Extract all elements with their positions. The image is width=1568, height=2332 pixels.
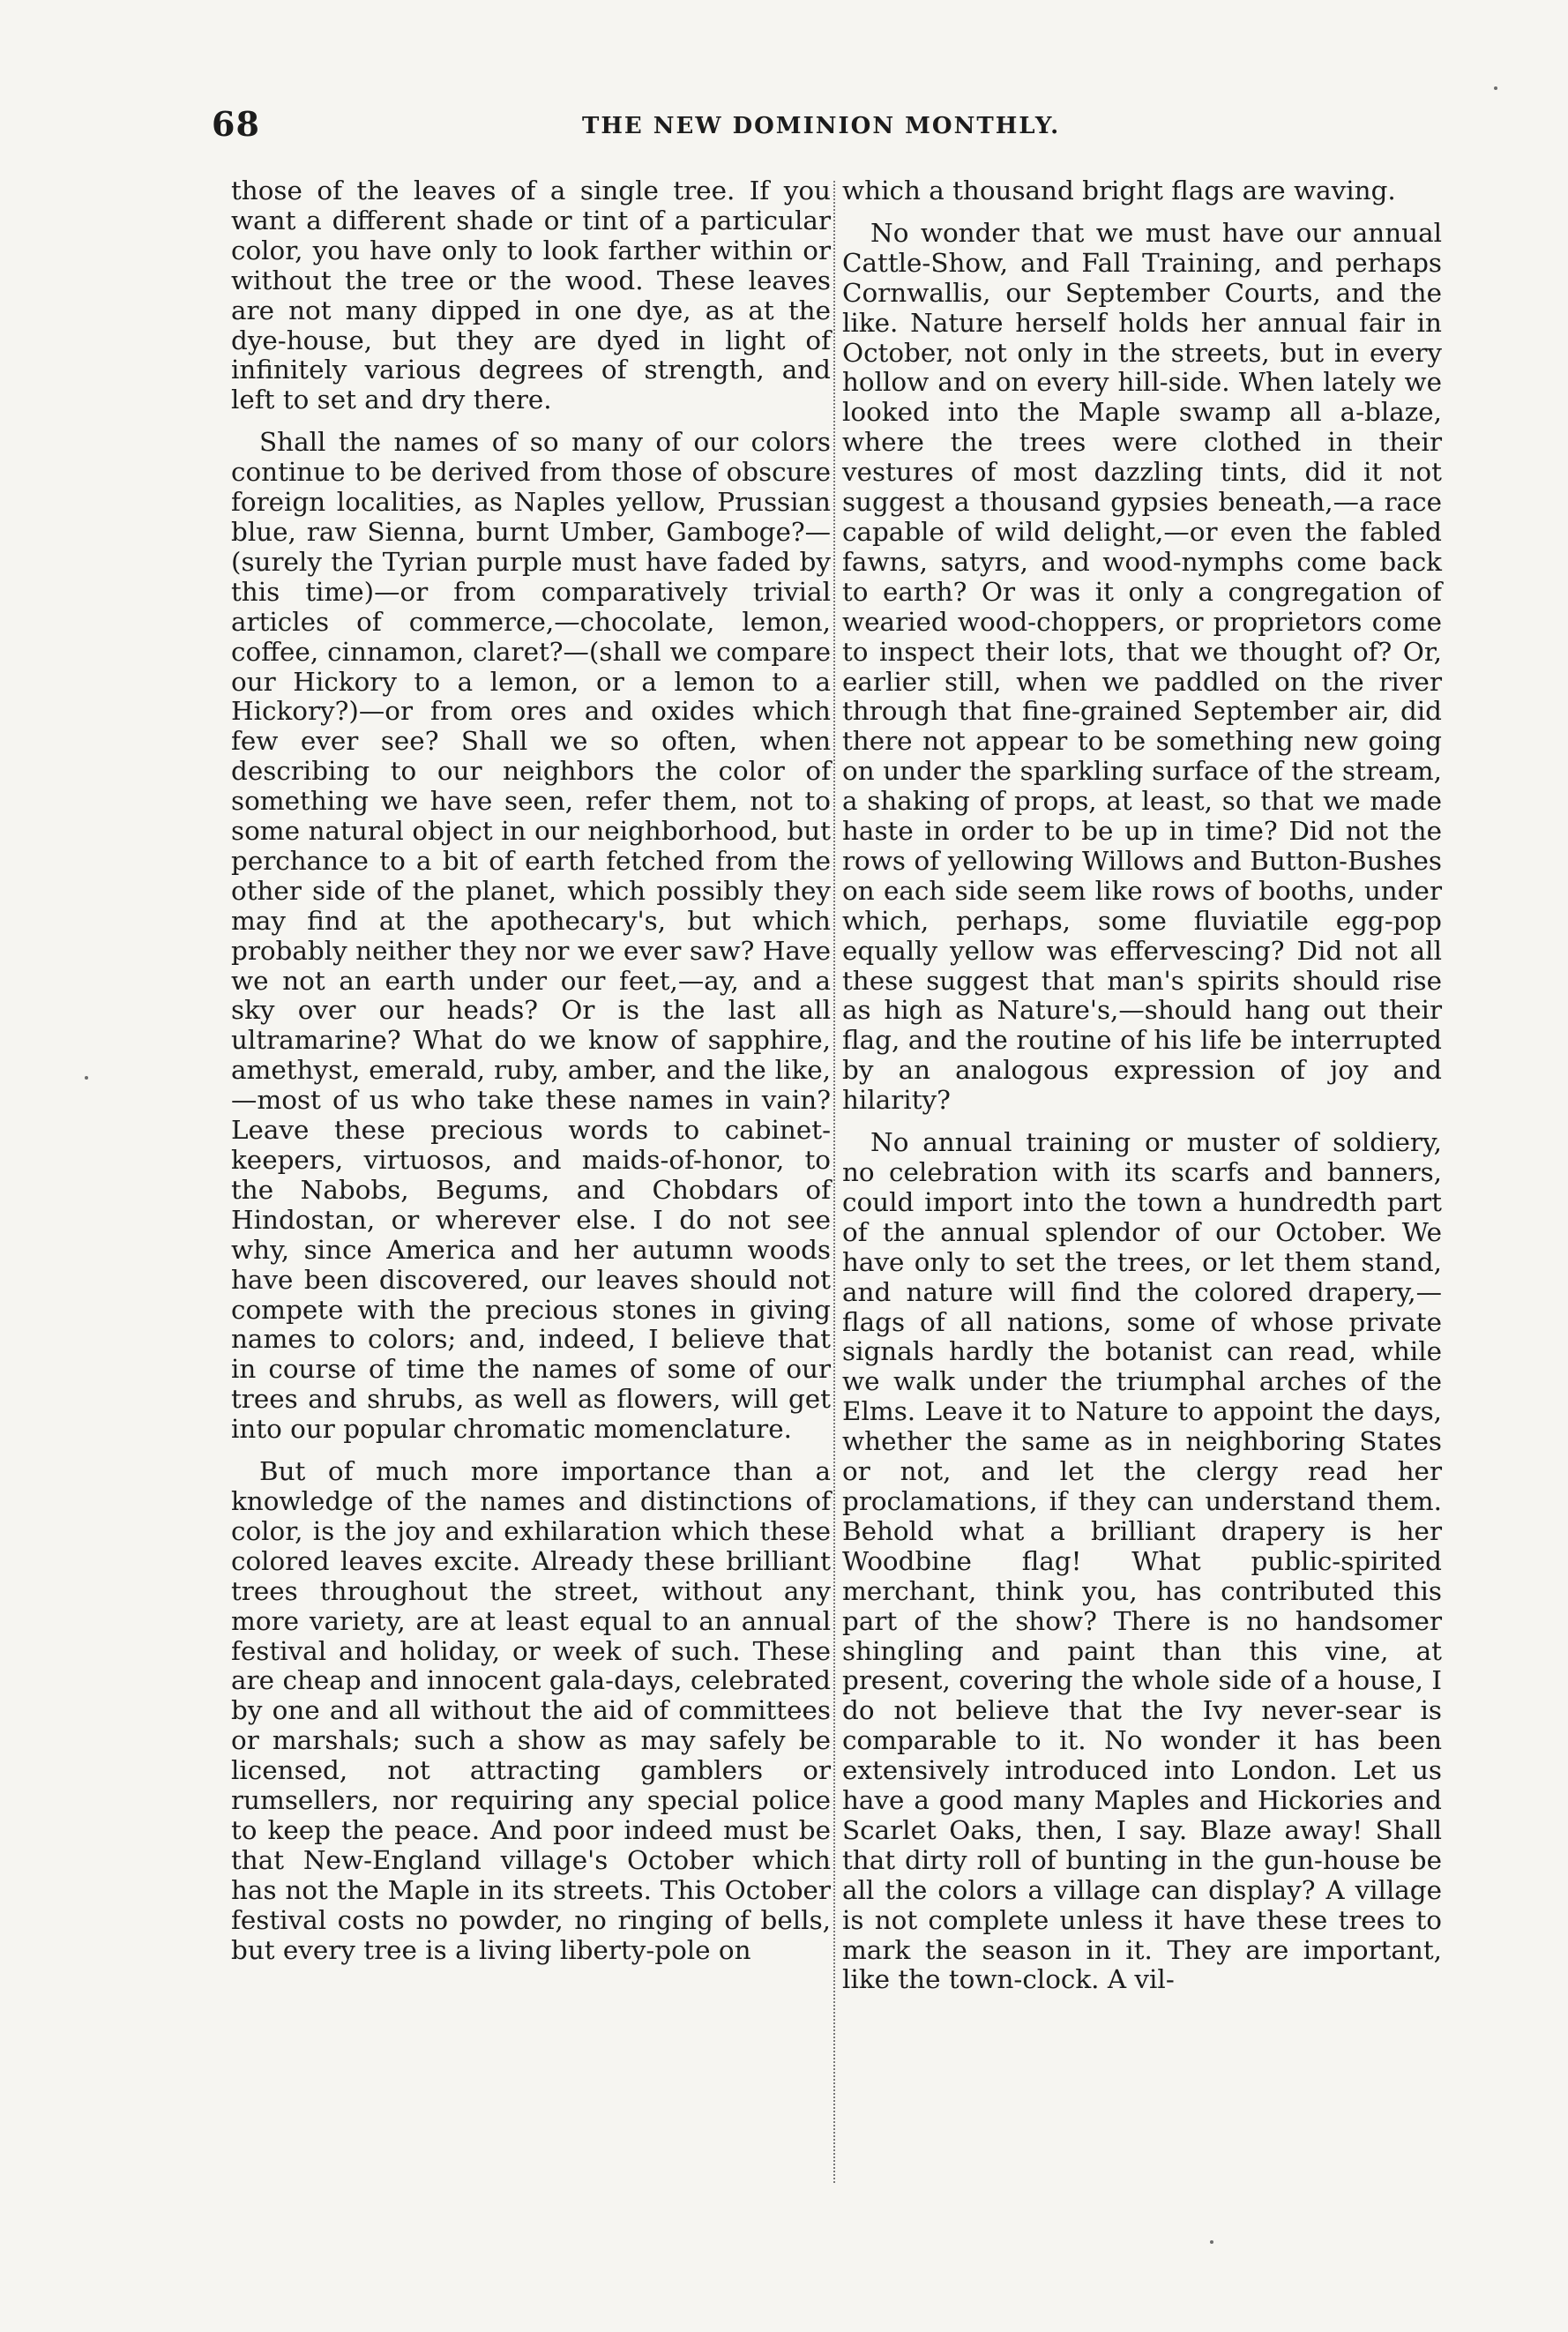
column-divider [833,181,835,2183]
paper-speck [1494,86,1497,90]
right-paragraph-1: which a thousand bright flags are waving. [842,176,1396,206]
paper-speck [85,1076,88,1080]
page-number: 68 [212,104,260,144]
left-paragraph-1: those of the leaves of a single tree. If you want a different shade or tint of a particular color, you have only to look farther within or without the tree or the wood. These leaves are not many dipped in one dye, as at the dye-house, but they are dyed in light of infinitely various degrees of strength, and left to set and dry there. [231,176,831,415]
left-paragraph-2: Shall the names of so many of our colors continue to be derived from those of obscure foreign localities, as Naples yellow, Prussian blue, raw Sienna, burnt Umber, Gamboge?—(surely the Tyrian purple must have faded by this time)—or from comparatively trivial articles of commerce,—chocolate, lemon, coffee, cinnamon, claret?—(shall we compare our Hickory to a lemon, or a lemon to a Hickory?)—or from ores and oxides which few ever see? Shall we so often, when describing to our neighbors the color of something we have seen, refer them, not to some natural object in our neighborhood, but perchance to a bit of earth fetched from the other side of the planet, which possibly they may find at the apothecary's, but which probably neither they nor we ever saw? Have we not an earth under our feet,—ay, and a sky over our heads? Or is the last all ultramarine? What do we know of sapphire, amethyst, emerald, ruby, amber, and the like,—most of us who take these names in vain? Leave these precious words to cabinet-keepers, virtuosos, and maids-of-honor, to the Nabobs, Begums, and Chobdars of Hindostan, or wherever else. I do not see why, since America and her autumn woods have been discovered, our leaves should not compete with the precious stones in giving names to colors; and, indeed, I believe that in course of time the names of some of our trees and shrubs, as well as flowers, will get into our popular chromatic momenclature. [231,427,831,1445]
paper-speck [1210,2240,1213,2244]
running-head: THE NEW DOMINION MONTHLY. [582,113,1061,139]
left-column [231,176,831,1965]
left-paragraph-3: But of much more importance than a knowledge of the names and distinctions of color, is the joy and exhilaration which these colored leaves excite. Already these brilliant trees throughout the street, without any more variety, are at least equal to an annual festival and holiday, or week of such. These are cheap and innocent gala-days, celebrated by one and all without the aid of committees or marshals; such a show as may safely be licensed, not attracting gamblers or rumsellers, nor requiring any special police to keep the peace. And poor indeed must be that New-England village's October which has not the Maple in its streets. This October festival costs no powder, no ringing of bells, but every tree is a living liberty-pole on [231,1456,831,1965]
right-paragraph-3: No annual training or muster of soldiery, no celebration with its scarfs and banners, could import into the town a hundredth part of the annual splendor of our October. We have only to set the trees, or let them stand, and nature will find the colored drapery,—flags of all nations, some of whose private signals hardly the botanist can read, while we walk under the triumphal arches of the Elms. Leave it to Nature to appoint the days, whether the same as in neighboring States or not, and let the clergy read her proclamations, if they can understand them. Behold what a brilliant drapery is her Woodbine flag! What public-spirited merchant, think you, has contributed this part of the show? There is no handsomer shingling and paint than this vine, at present, covering the whole side of a house, I do not believe that the Ivy never-sear is comparable to it. No wonder it has been extensively introduced into London. Let us have a good many Maples and Hickories and Scarlet Oaks, then, I say. Blaze away! Shall that dirty roll of bunting in the gun-house be all the colors a village can display? A village is not complete unless it have these trees to mark the season in it. They are important, like the town-clock. A vil- [842,1127,1442,1995]
right-paragraph-2: No wonder that we must have our annual Cattle-Show, and Fall Training, and perhaps Cornwallis, our September Courts, and the like. Nature herself holds her annual fair in October, not only in the streets, but in every hollow and on every hill-side. When lately we looked into the Maple swamp all a-blaze, where the trees were clothed in their vestures of most dazzling tints, did it not suggest a thousand gypsies beneath,—a race capable of wild delight,—or even the fabled fawns, satyrs, and wood-nymphs come back to earth? Or was it only a congregation of wearied wood-choppers, or proprietors come to inspect their lots, that we thought of? Or, earlier still, when we paddled on the river through that fine-grained September air, did there not appear to be something new going on under the sparkling surface of the stream, a shaking of props, at least, so that we made haste in order to be up in time? Did not the rows of yellowing Willows and Button-Bushes on each side seem like rows of booths, under which, perhaps, some fluviatile egg-pop equally yellow was effervescing? Did not all these suggest that man's spirits should rise as high as Nature's,—should hang out their flag, and the routine of his life be interrupted by an analogous expression of joy and hilarity? [842,217,1442,1116]
right-column [842,176,1442,1995]
